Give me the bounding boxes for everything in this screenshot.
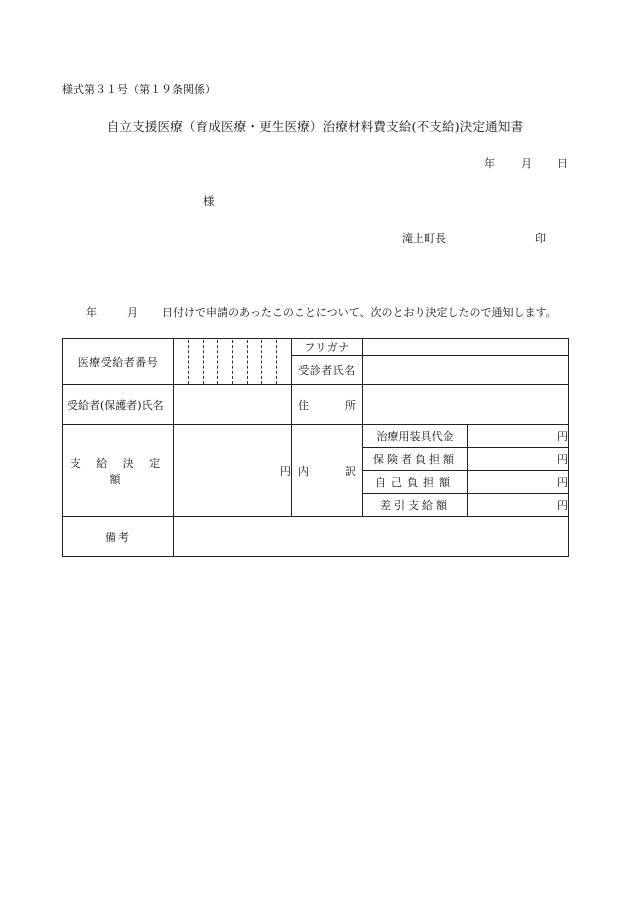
breakdown-label-device-cost: 治療用装具代金 bbox=[363, 425, 468, 448]
insurer-share-field[interactable]: 円 bbox=[468, 448, 569, 471]
breakdown-label: 内 訳 bbox=[292, 425, 363, 517]
device-cost-field[interactable]: 円 bbox=[468, 425, 569, 448]
breakdown-label-net-payment: 差引支給額 bbox=[363, 494, 468, 517]
intro-month-label: 月 bbox=[127, 306, 138, 319]
remarks-label: 備考 bbox=[63, 517, 174, 557]
address-field[interactable] bbox=[363, 385, 569, 425]
guardian-name-label: 受給者(保護者)氏名 bbox=[63, 385, 174, 425]
furigana-field[interactable] bbox=[363, 339, 569, 356]
issuer-name: 滝上町長 bbox=[402, 232, 446, 245]
breakdown-label-self-pay: 自己負担額 bbox=[363, 471, 468, 494]
intro-year-label: 年 bbox=[86, 306, 97, 319]
guardian-name-field[interactable] bbox=[174, 385, 292, 425]
intro-text: 日付けで申請のあったこのことについて、次のとおり決定したので通知します。 bbox=[162, 306, 557, 319]
recipient-number-label: 医療受給者番号 bbox=[63, 339, 174, 385]
decision-amount-label: 支 給 決 定 額 bbox=[63, 425, 174, 517]
net-payment-field[interactable]: 円 bbox=[468, 494, 569, 517]
recipient-number-boxes[interactable] bbox=[174, 339, 292, 385]
self-pay-field[interactable]: 円 bbox=[468, 471, 569, 494]
form-number: 様式第３１号（第１９条関係） bbox=[62, 83, 216, 96]
breakdown-label-insurer-share: 保険者負担額 bbox=[363, 448, 468, 471]
document-title: 自立支援医療（育成医療・更生医療）治療材料費支給(不支給)決定通知書 bbox=[106, 119, 524, 134]
remarks-field[interactable] bbox=[174, 517, 569, 557]
decision-form-table bbox=[62, 338, 569, 557]
addressee-honorific: 様 bbox=[203, 194, 215, 208]
patient-name-label: 受診者氏名 bbox=[292, 356, 363, 385]
date-month-label: 月 bbox=[521, 157, 532, 170]
intro-paragraph bbox=[86, 304, 557, 320]
furigana-label: フリガナ bbox=[292, 339, 363, 356]
date-year-label: 年 bbox=[484, 157, 495, 170]
patient-name-field[interactable] bbox=[363, 356, 569, 385]
seal-mark: 印 bbox=[535, 232, 546, 245]
decision-amount-field[interactable]: 円 bbox=[174, 425, 292, 517]
address-label: 住 所 bbox=[292, 385, 363, 425]
date-day-label: 日 bbox=[557, 157, 568, 170]
